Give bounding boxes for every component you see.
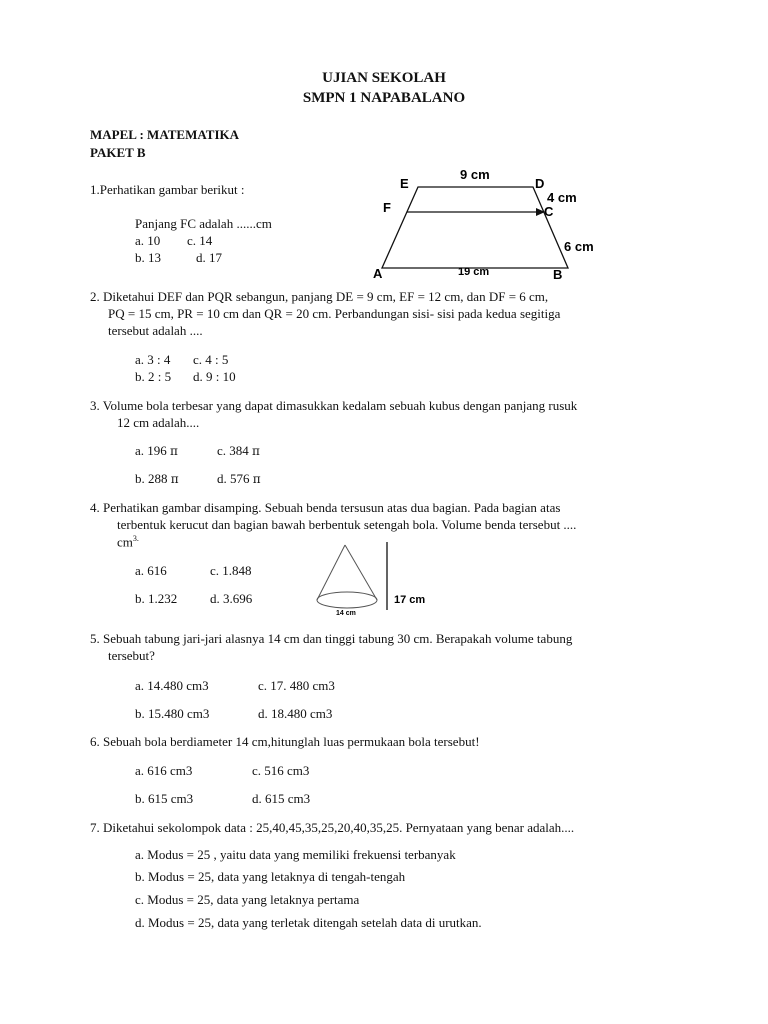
- q7-option-b: b. Modus = 25, data yang letaknya di tengah-tengah: [135, 869, 406, 884]
- exam-title: UJIAN SEKOLAH: [322, 70, 446, 86]
- q4-option-a: a. 616: [135, 563, 167, 578]
- q2-option-c: c. 4 : 5: [193, 352, 229, 367]
- q1-option-d: d. 17: [196, 250, 222, 265]
- package-label: PAKET B: [90, 145, 146, 160]
- q2-option-d: d. 9 : 10: [193, 369, 236, 384]
- q2-line-2: PQ = 15 cm, PR = 10 cm dan QR = 20 cm. Perbandungan sisi- sisi pada kedua segitiga: [108, 306, 561, 321]
- trapezoid-figure: [365, 160, 615, 285]
- label-bottom-length: 19 cm: [458, 266, 490, 278]
- height-label: 17 cm: [394, 594, 426, 606]
- q4-option-d: d. 3.696: [210, 591, 253, 606]
- radius-label: 14 cm: [336, 610, 356, 617]
- q5-option-c: c. 17. 480 cm3: [258, 678, 335, 693]
- pi-symbol: π: [170, 472, 179, 486]
- q7-option-a: a. Modus = 25 , yaitu data yang memiliki frekuensi terbanyak: [135, 847, 456, 862]
- q4-line-1: 4. Perhatikan gambar disamping. Sebuah benda tersusun atas dua bagian. Pada bagian atas: [90, 500, 561, 515]
- q1-option-a: a. 10: [135, 233, 161, 248]
- point-b: B: [553, 267, 563, 282]
- cone-base: [317, 592, 377, 608]
- q1-stem: 1.Perhatikan gambar berikut :: [90, 182, 245, 197]
- q3-option-c: c. 384 π: [217, 443, 260, 458]
- q5-line-2: tersebut?: [108, 648, 155, 663]
- label-cb-length: 6 cm: [564, 239, 594, 254]
- q7-option-d: d. Modus = 25, data yang terletak ditengah setelah data di urutkan.: [135, 915, 482, 930]
- q5-option-d: d. 18.480 cm3: [258, 706, 333, 721]
- q2-option-b: b. 2 : 5: [135, 369, 172, 384]
- q4-superscript: 3.: [132, 534, 139, 543]
- q2-line-3: tersebut adalah ....: [108, 323, 203, 338]
- point-e: E: [400, 176, 409, 191]
- q7-option-c: c. Modus = 25, data yang letaknya pertama: [135, 892, 360, 907]
- q6-option-c: c. 516 cm3: [252, 763, 310, 778]
- q3-option-a: a. 196 π: [135, 443, 178, 458]
- q6-option-a: a. 616 cm3: [135, 763, 193, 778]
- trapezoid-outline: [382, 187, 568, 268]
- q5-line-1: 5. Sebuah tabung jari-jari alasnya 14 cm dan tinggi tabung 30 cm. Berapakah volume tabung: [90, 631, 573, 646]
- q4-line-2: terbentuk kerucut dan bagian bawah berbentuk setengah bola. Volume benda tersebut ....: [117, 517, 577, 532]
- pi-symbol: π: [252, 472, 261, 486]
- school-name: SMPN 1 NAPABALANO: [302, 90, 466, 106]
- label-top-length: 9 cm: [460, 167, 490, 182]
- q1-prompt: Panjang FC adalah ......cm: [135, 216, 272, 231]
- q6-option-d: d. 615 cm3: [252, 791, 311, 806]
- q3-line-1: 3. Volume bola terbesar yang dapat dimasukkan kedalam sebuah kubus dengan panjang rusuk: [90, 398, 578, 413]
- point-d: D: [535, 176, 545, 191]
- q3-line-2: 12 cm adalah....: [117, 415, 200, 430]
- subject-label: MAPEL : MATEMATIKA: [90, 127, 240, 142]
- label-dc-length: 4 cm: [547, 190, 577, 205]
- pi-symbol: π: [252, 444, 260, 458]
- q5-option-b: b. 15.480 cm3: [135, 706, 210, 721]
- q4-option-c: c. 1.848: [210, 563, 252, 578]
- q3-option-b: b. 288 π: [135, 471, 179, 486]
- q6-line-1: 6. Sebuah bola berdiameter 14 cm,hitunglah luas permukaan bola tersebut!: [90, 734, 480, 749]
- cone-figure: [310, 538, 460, 623]
- point-f: F: [383, 200, 391, 215]
- q5-option-a: a. 14.480 cm3: [135, 678, 209, 693]
- q2-option-a: a. 3 : 4: [135, 352, 171, 367]
- point-c: C: [544, 204, 554, 219]
- q3-option-d: d. 576 π: [217, 471, 261, 486]
- q7-line-1: 7. Diketahui sekolompok data : 25,40,45,35,25,20,40,35,25. Pernyataan yang benar adalah....: [90, 820, 575, 835]
- q2-line-1: 2. Diketahui DEF dan PQR sebangun, panjang DE = 9 cm, EF = 12 cm, dan DF = 6 cm,: [90, 289, 549, 304]
- point-a: A: [373, 266, 383, 281]
- q4-option-b: b. 1.232: [135, 591, 178, 606]
- q1-option-c: c. 14: [187, 233, 213, 248]
- pi-symbol: π: [170, 444, 178, 458]
- q6-option-b: b. 615 cm3: [135, 791, 194, 806]
- q1-option-b: b. 13: [135, 250, 161, 265]
- q4-line-3: $cm^{3.}$: [117, 534, 139, 550]
